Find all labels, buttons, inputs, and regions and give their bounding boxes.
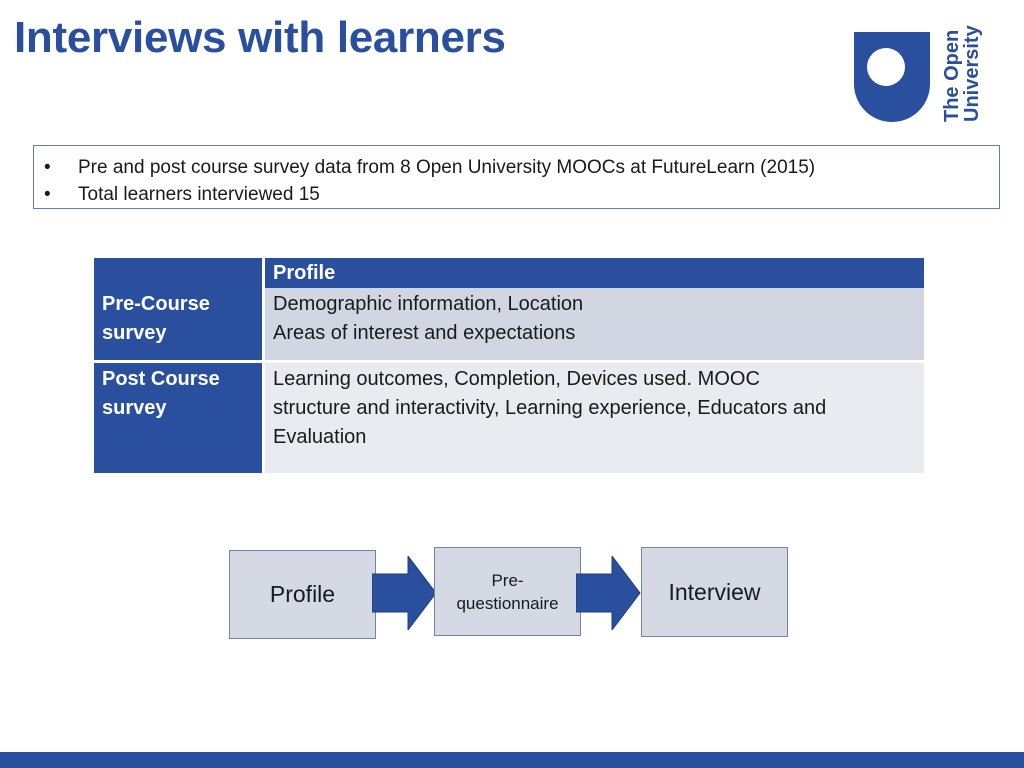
row-label-line: Post Course: [102, 368, 220, 390]
open-university-logo: [854, 25, 990, 126]
table-header-profile: Profile: [265, 258, 924, 288]
flow-step-label-line: questionnaire: [456, 593, 559, 613]
row-content-cell: [265, 363, 924, 473]
bullet-text: Pre and post course survey data from 8 Open University MOOCs at FutureLearn (2015): [78, 157, 816, 178]
survey-table: [94, 258, 924, 473]
flow-step-interview: [641, 547, 788, 637]
bullet-text: Total learners interviewed 15: [78, 184, 320, 205]
table-row-post-course: [94, 363, 924, 473]
bullet-glyph: •: [44, 157, 51, 178]
table-header-empty-cell: [94, 258, 262, 288]
bullet-glyph: •: [44, 184, 51, 205]
row-label-line: Pre-Course: [102, 293, 210, 315]
open-university-logo-icon: [854, 32, 930, 122]
right-arrow-icon: [372, 556, 438, 630]
flow-step-label: Interview: [668, 579, 761, 605]
row-content-line: Learning outcomes, Completion, Devices used. MOOC: [273, 368, 760, 390]
flow-step-pre-questionnaire: [434, 547, 581, 636]
row-content-cell: [265, 288, 924, 360]
logo-lettering: [941, 25, 983, 122]
row-content-line: Evaluation: [273, 426, 367, 448]
row-label-cell: [94, 288, 262, 360]
page-title: Interviews with learners: [14, 13, 506, 62]
flow-step-label-line: Pre-: [491, 570, 524, 590]
footer-bar: [0, 752, 1024, 768]
table-row-pre-course: [94, 288, 924, 360]
row-content-line: Demographic information, Location: [273, 293, 584, 315]
flow-step-profile: [229, 550, 376, 639]
row-label-line: survey: [102, 322, 167, 344]
bullet-item: [44, 181, 999, 208]
summary-box: [33, 145, 1000, 209]
logo-dot: [867, 48, 905, 86]
flow-step-label: Profile: [269, 581, 336, 607]
logo-lettering-line: The Open: [941, 29, 963, 122]
table-header-row: [94, 258, 924, 288]
row-content-line: structure and interactivity, Learning experience, Educators and: [273, 397, 827, 419]
logo-lettering-line: University: [961, 25, 983, 122]
bullet-item: [44, 154, 999, 181]
right-arrow-icon: [576, 556, 642, 630]
row-label-cell: [94, 363, 262, 473]
row-content-line: Areas of interest and expectations: [273, 322, 576, 344]
row-label-line: survey: [102, 397, 167, 419]
